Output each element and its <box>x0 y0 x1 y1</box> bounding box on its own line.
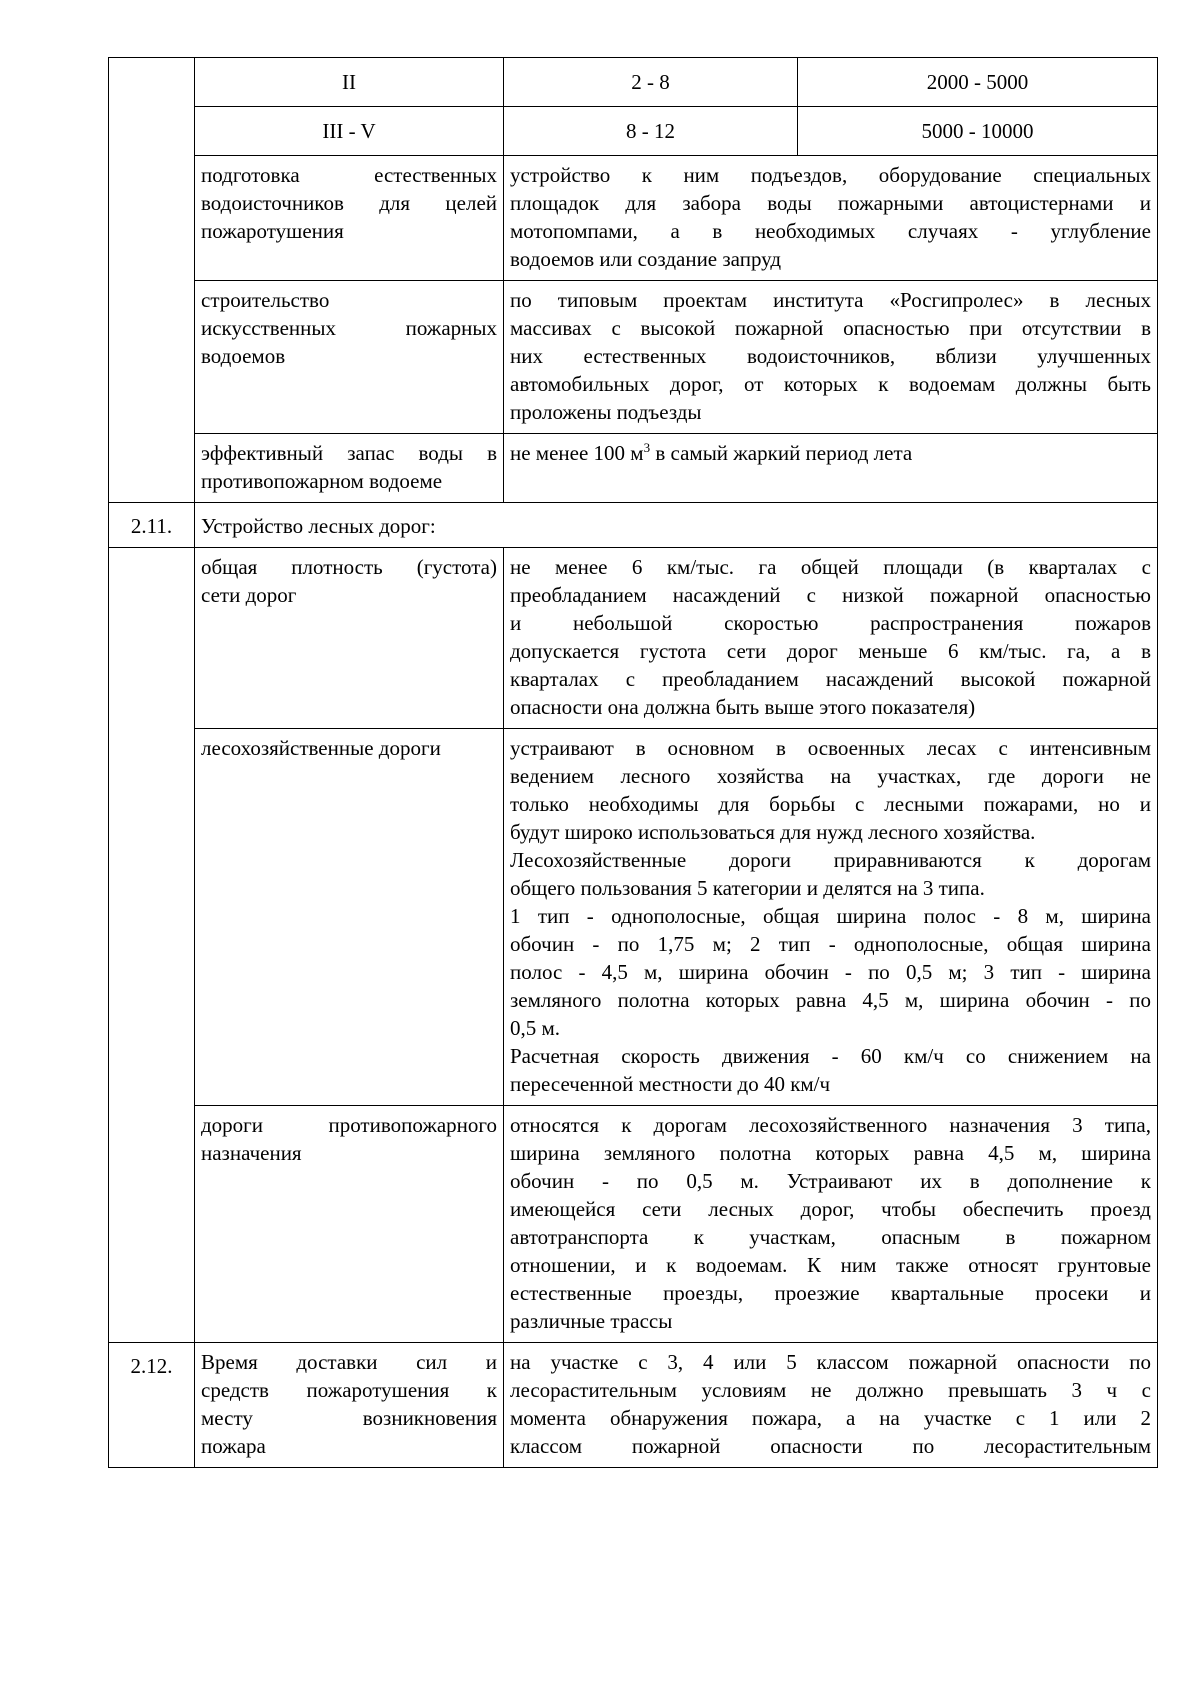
row-label <box>195 1106 504 1343</box>
label-line: подготовка естественных <box>201 163 497 187</box>
text-line: лесорастительным условиям не должно превышать 3 ч с <box>510 1378 1151 1402</box>
text-line: обочин - по 1,75 м; 2 тип - однополосные, общая ширина <box>510 932 1151 956</box>
text-line: ширина земляного полотна которых равна 4,5 м, ширина <box>510 1141 1151 1165</box>
section-2-11-row <box>109 503 1158 548</box>
row-text <box>504 156 1158 281</box>
number-cell-empty <box>109 548 195 1343</box>
text-line: на участке с 3, 4 или 5 классом пожарной опасности по <box>510 1350 1151 1374</box>
label-line: дороги противопожарного <box>201 1113 497 1137</box>
text-line: отношении, и к водоемам. К ним также относят грунтовые <box>510 1253 1151 1277</box>
text-line: ведением лесного хозяйства на участках, где дороги не <box>510 764 1151 788</box>
text-line: относятся к дорогам лесохозяйственного назначения 3 типа, <box>510 1113 1151 1137</box>
text-line: массивах с высокой пожарной опасностью при отсутствии в <box>510 316 1151 340</box>
row-text <box>504 1343 1158 1468</box>
text-line: только необходимы для борьбы с лесными пожарами, но и <box>510 792 1151 816</box>
text-line: будут широко использоваться для нужд лесного хозяйства. <box>510 820 1036 844</box>
text-line: земляного полотна которых равна 4,5 м, ширина обочин - по <box>510 988 1151 1012</box>
fire-roads-row <box>109 1106 1158 1343</box>
text-line: по типовым проектам института «Росгипролес» в лесных <box>510 288 1151 312</box>
text-line: мотопомпами, а в необходимых случаях - углубление <box>510 219 1151 243</box>
text-line: Расчетная скорость движения - 60 км/ч со снижением на <box>510 1044 1151 1068</box>
class-row-iii-v <box>109 107 1158 156</box>
water-reserve-row <box>109 434 1158 503</box>
text-line: момента обнаружения пожара, а на участке с 1 или 2 <box>510 1406 1151 1430</box>
text-line: пересеченной местности до 40 км/ч <box>510 1072 831 1096</box>
number-cell-empty <box>109 58 195 503</box>
class-row-ii <box>109 58 1158 107</box>
superscript: 3 <box>643 440 651 455</box>
row-text <box>504 548 1158 729</box>
label-line: лесохозяйственные дороги <box>201 736 441 760</box>
text-part: не менее 100 м <box>510 441 644 465</box>
text-line: опасности она должна быть выше этого показателя) <box>510 695 976 719</box>
artificial-ponds-row <box>109 281 1158 434</box>
text-line: площадок для забора воды пожарными автоцистернами и <box>510 191 1151 215</box>
text-line: различные трассы <box>510 1309 673 1333</box>
text-line: автомобильных дорог, от которых к водоемам должны быть <box>510 372 1151 396</box>
distance-cell: 2 - 8 <box>504 58 798 107</box>
row-label <box>195 1343 504 1468</box>
text-line: имеющейся сети лесных дорог, чтобы обеспечить проезд <box>510 1197 1151 1221</box>
row-label <box>195 281 504 434</box>
row-label <box>195 729 504 1106</box>
text-line: Лесохозяйственные дороги приравниваются к дорогам <box>510 848 1151 872</box>
section-number: 2.11. <box>109 503 195 548</box>
label-line: Время доставки сил и <box>201 1350 497 1374</box>
road-density-row <box>109 548 1158 729</box>
text-line: преобладанием насаждений с низкой пожарной опасностью <box>510 583 1151 607</box>
document-page <box>108 57 1157 1468</box>
section-2-12-row <box>109 1343 1158 1468</box>
row-text <box>504 281 1158 434</box>
area-cell: 2000 - 5000 <box>798 58 1158 107</box>
row-label <box>195 434 504 503</box>
label-line: искусственных пожарных <box>201 316 497 340</box>
text-line: обочин - по 0,5 м. Устраивают их в дополнение к <box>510 1169 1151 1193</box>
label-line: противопожарном водоеме <box>201 469 443 493</box>
row-text <box>504 1106 1158 1343</box>
label-line: эффективный запас воды в <box>201 441 497 465</box>
label-line: назначения <box>201 1141 302 1165</box>
text-line: проложены подъезды <box>510 400 702 424</box>
text-line: них естественных водоисточников, вблизи улучшенных <box>510 344 1151 368</box>
text-line: не менее 6 км/тыс. га общей площади (в кварталах с <box>510 555 1151 579</box>
label-line: месту возникновения <box>201 1406 497 1430</box>
text-line: естественные проезды, проезжие квартальные просеки и <box>510 1281 1151 1305</box>
label-line: водоисточников для целей <box>201 191 497 215</box>
area-cell: 5000 - 10000 <box>798 107 1158 156</box>
text-line: и небольшой скоростью распространения пожаров <box>510 611 1151 635</box>
text-line: устраивают в основном в освоенных лесах с интенсивным <box>510 736 1151 760</box>
row-text <box>504 729 1158 1106</box>
text-line: кварталах с преобладанием насаждений высокой пожарной <box>510 667 1151 691</box>
natural-sources-row <box>109 156 1158 281</box>
class-cell: III - V <box>195 107 504 156</box>
row-text <box>504 434 1158 503</box>
fire-safety-table <box>108 57 1158 1468</box>
row-label <box>195 156 504 281</box>
text-line: устройство к ним подъездов, оборудование специальных <box>510 163 1151 187</box>
distance-cell: 8 - 12 <box>504 107 798 156</box>
section-number: 2.12. <box>109 1343 195 1468</box>
label-line: строительство <box>201 288 330 312</box>
text-line: 0,5 м. <box>510 1016 561 1040</box>
text-part: в самый жаркий период лета <box>650 441 913 465</box>
text-line: общего пользования 5 категории и делятся на 3 типа. <box>510 876 985 900</box>
text-line: водоемов или создание запруд <box>510 247 782 271</box>
text-line: 1 тип - однополосные, общая ширина полос - 8 м, ширина <box>510 904 1151 928</box>
text-line: полос - 4,5 м, ширина обочин - по 0,5 м; 3 тип - ширина <box>510 960 1151 984</box>
forestry-roads-row <box>109 729 1158 1106</box>
class-cell: II <box>195 58 504 107</box>
text-line: допускается густота сети дорог меньше 6 км/тыс. га, а в <box>510 639 1151 663</box>
label-line: общая плотность (густота) <box>201 555 497 579</box>
section-title: Устройство лесных дорог: <box>195 503 1158 548</box>
label-line: пожаротушения <box>201 219 344 243</box>
label-line: средств пожаротушения к <box>201 1378 497 1402</box>
row-label <box>195 548 504 729</box>
label-line: сети дорог <box>201 583 297 607</box>
text-line: автотранспорта к участкам, опасным в пожарном <box>510 1225 1151 1249</box>
label-line: водоемов <box>201 344 286 368</box>
label-line: пожара <box>201 1434 266 1458</box>
text-line: классом пожарной опасности по лесорастительным <box>510 1434 1151 1458</box>
